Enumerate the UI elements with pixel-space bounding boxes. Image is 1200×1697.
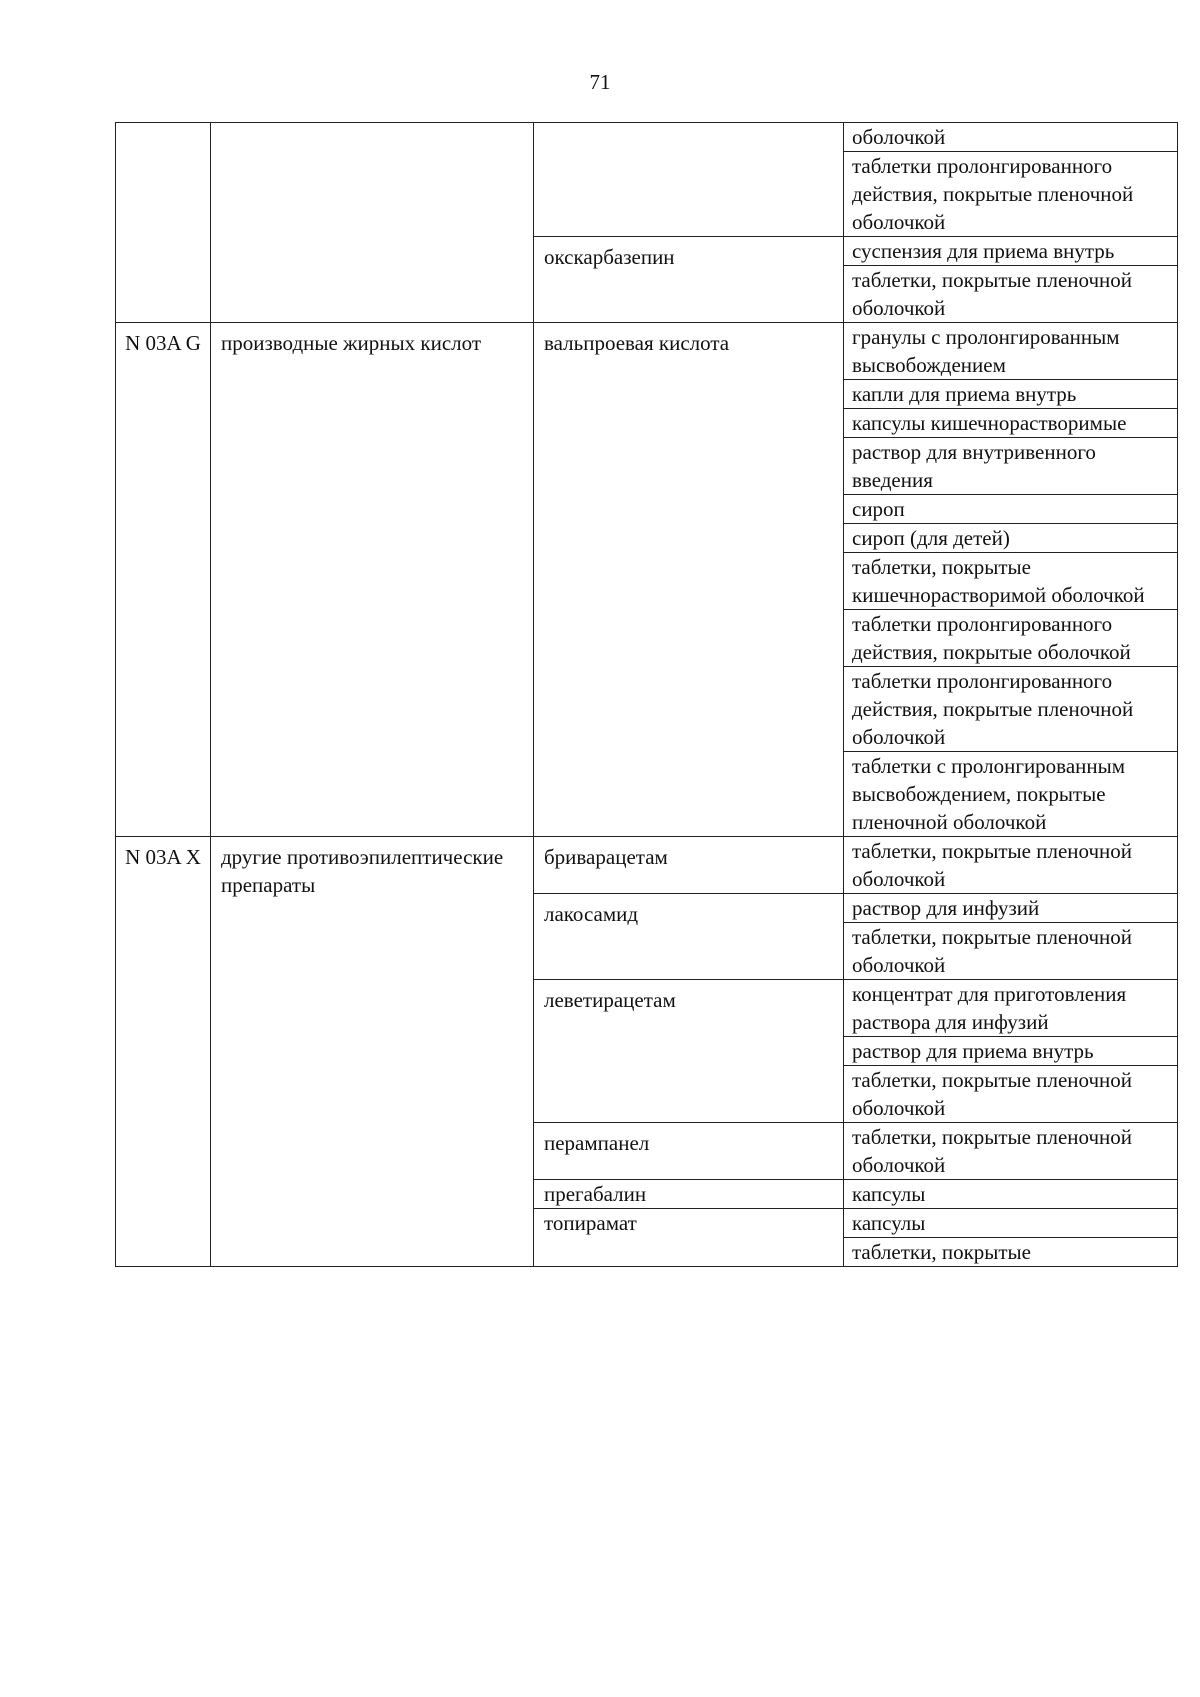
dosage-form-cell: сироп <box>844 495 1178 524</box>
dosage-form-cell: капсулы <box>844 1209 1178 1238</box>
drug-name-cell: вальпроевая кислота <box>534 323 844 837</box>
dosage-form-cell: таблетки пролонгированного действия, покрытые пленочной оболочкой <box>844 152 1178 237</box>
atc-code-cell: N 03A X <box>116 837 211 1267</box>
dosage-form-cell: раствор для приема внутрь <box>844 1037 1178 1066</box>
table-row <box>116 837 1178 894</box>
drug-name-cell: перампанел <box>534 1123 844 1180</box>
drug-name-cell: окскарбазепин <box>534 237 844 323</box>
dosage-form-cell: таблетки, покрытые пленочной оболочкой <box>844 837 1178 894</box>
dosage-form-cell: раствор для внутривенного введения <box>844 438 1178 495</box>
drug-name-cell <box>534 123 844 237</box>
dosage-form-cell: таблетки пролонгированного действия, покрытые оболочкой <box>844 610 1178 667</box>
drug-name-cell: лакосамид <box>534 894 844 980</box>
dosage-form-cell: капли для приема внутрь <box>844 380 1178 409</box>
table-row <box>116 323 1178 380</box>
drug-name-cell: топирамат <box>534 1209 844 1267</box>
dosage-form-cell: таблетки, покрытые <box>844 1238 1178 1267</box>
dosage-form-cell: капсулы кишечнорастворимые <box>844 409 1178 438</box>
table-row <box>116 123 1178 152</box>
atc-code-cell: N 03A G <box>116 323 211 837</box>
dosage-form-cell: таблетки, покрытые пленочной оболочкой <box>844 266 1178 323</box>
medication-table <box>115 122 1178 1267</box>
dosage-form-cell: таблетки, покрытые пленочной оболочкой <box>844 923 1178 980</box>
dosage-form-cell: раствор для инфузий <box>844 894 1178 923</box>
drug-name-cell: бриварацетам <box>534 837 844 894</box>
group-name-cell <box>211 123 534 323</box>
drug-name-cell: прегабалин <box>534 1180 844 1209</box>
dosage-form-cell: таблетки, покрытые пленочной оболочкой <box>844 1066 1178 1123</box>
dosage-form-cell: капсулы <box>844 1180 1178 1209</box>
drug-name-cell: леветирацетам <box>534 980 844 1123</box>
dosage-form-cell: сироп (для детей) <box>844 524 1178 553</box>
dosage-form-cell: гранулы с пролонгированным высвобождением <box>844 323 1178 380</box>
dosage-form-cell: таблетки, покрытые кишечнорастворимой оболочкой <box>844 553 1178 610</box>
dosage-form-cell: оболочкой <box>844 123 1178 152</box>
dosage-form-cell: таблетки пролонгированного действия, покрытые пленочной оболочкой <box>844 667 1178 752</box>
atc-code-cell <box>116 123 211 323</box>
dosage-form-cell: суспензия для приема внутрь <box>844 237 1178 266</box>
group-name-cell: другие противоэпилептические препараты <box>211 837 534 1267</box>
dosage-form-cell: таблетки, покрытые пленочной оболочкой <box>844 1123 1178 1180</box>
dosage-form-cell: таблетки с пролонгированным высвобождением, покрытые пленочной оболочкой <box>844 752 1178 837</box>
group-name-cell: производные жирных кислот <box>211 323 534 837</box>
page-number: 71 <box>589 70 611 94</box>
dosage-form-cell: концентрат для приготовления раствора для инфузий <box>844 980 1178 1037</box>
